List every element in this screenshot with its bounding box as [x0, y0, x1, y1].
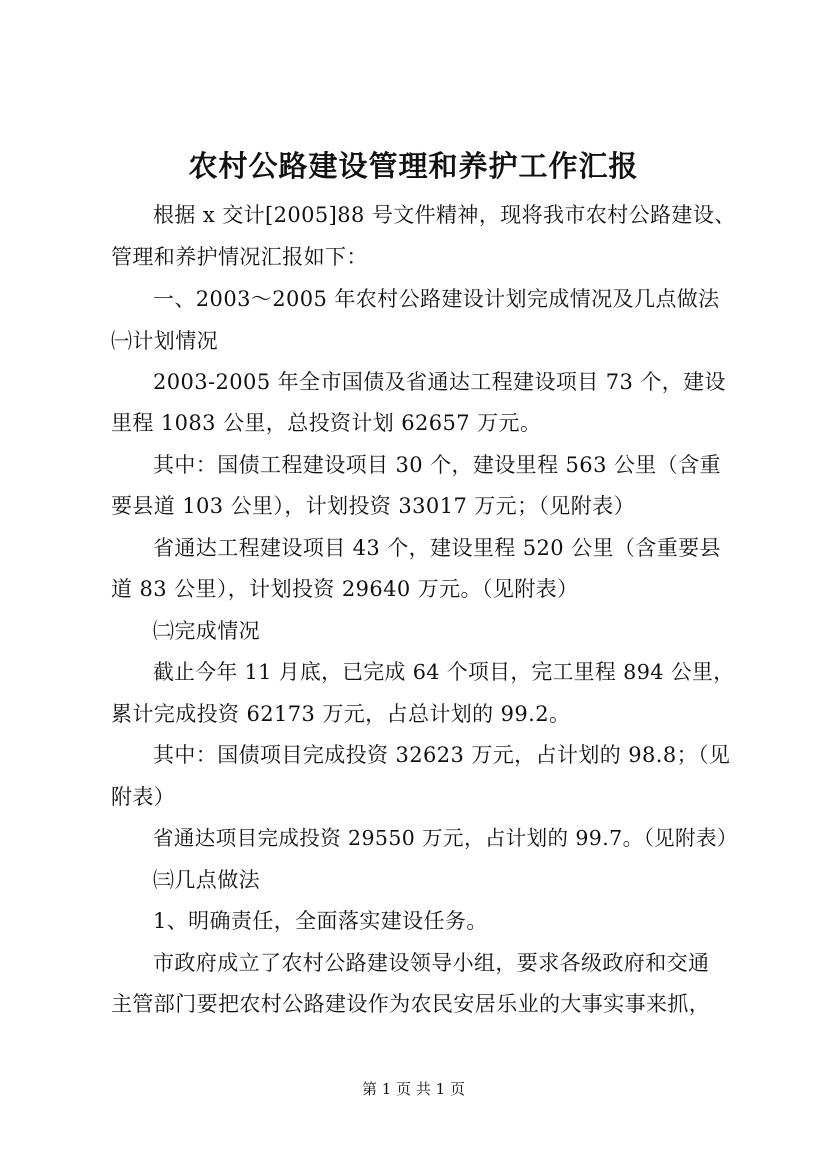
- document-title: 农村公路建设管理和养护工作汇报: [188, 149, 639, 183]
- body-line: 附表）: [111, 785, 176, 809]
- body-line: 1、明确责任，全面落实建设任务。: [153, 909, 488, 933]
- subsection-heading: ㈢几点做法: [153, 868, 260, 892]
- body-line: 其中：国债工程建设项目 30 个，建设里程 563 公里（含重: [153, 453, 721, 477]
- body-line: 省通达工程建设项目 43 个，建设里程 520 公里（含重要县: [153, 536, 721, 560]
- body-line: 市政府成立了农村公路建设领导小组，要求各级政府和交通: [153, 951, 710, 975]
- body-line: 道 83 公里），计划投资 29640 万元。（见附表）: [111, 577, 579, 601]
- body-line: 其中：国债项目完成投资 32623 万元，占计划的 98.8；（见: [153, 743, 731, 767]
- subsection-heading: ㈡完成情况: [153, 619, 260, 643]
- body-line: 主管部门要把农村公路建设作为农民安居乐业的大事实事来抓，: [111, 992, 711, 1016]
- body-line: 截止今年 11 月底，已完成 64 个项目，完工里程 894 公里，: [153, 660, 735, 684]
- body-line: 根据 x 交计[2005]88 号文件精神，现将我市农村公路建设、: [153, 203, 736, 227]
- page-number-footer: 第 1 页 共 1 页: [362, 1080, 465, 1098]
- body-line: 省通达项目完成投资 29550 万元，占计划的 99.7。（见附表）: [153, 826, 738, 850]
- body-line: 累计完成投资 62173 万元，占总计划的 99.2。: [111, 702, 571, 726]
- body-line: 管理和养护情况汇报如下：: [111, 245, 368, 269]
- body-line: 里程 1083 公里，总投资计划 62657 万元。: [111, 411, 542, 435]
- body-line: 2003-2005 年全市国债及省通达工程建设项目 73 个，建设: [153, 370, 726, 394]
- section-heading: 一、2003～2005 年农村公路建设计划完成情况及几点做法: [153, 287, 720, 311]
- body-line: 要县道 103 公里），计划投资 33017 万元；（见附表）: [111, 494, 635, 518]
- subsection-heading: ㈠计划情况: [111, 329, 218, 353]
